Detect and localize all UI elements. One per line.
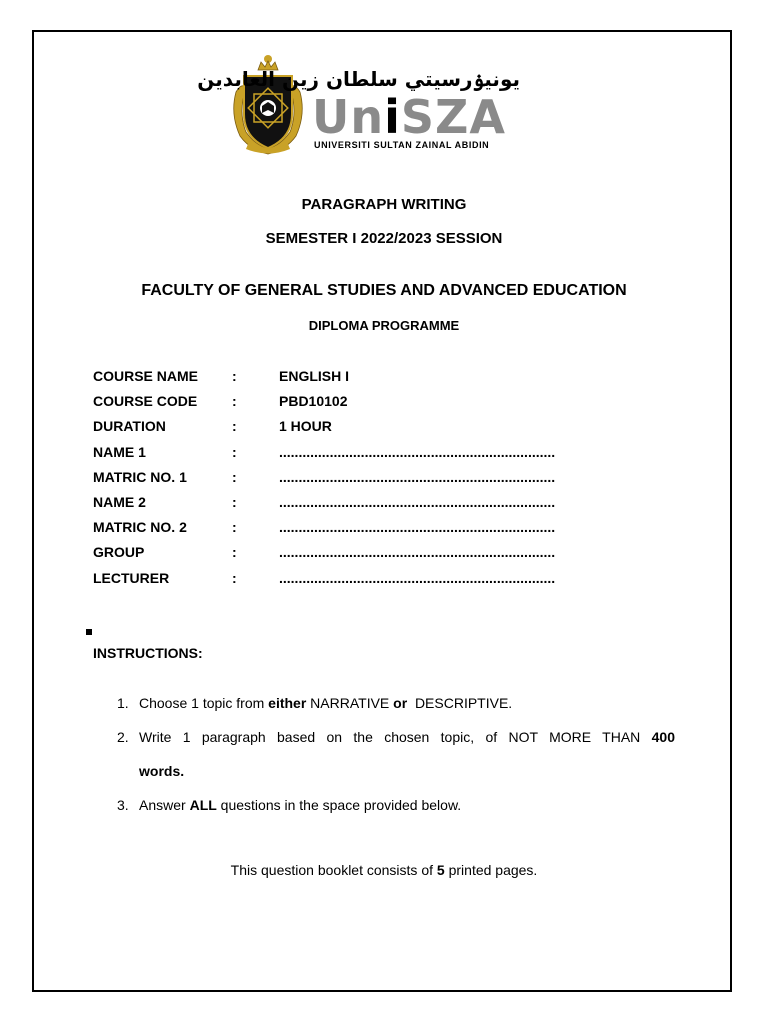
bullet-square-icon xyxy=(86,629,92,635)
field-label: COURSE CODE xyxy=(93,393,198,410)
page-count-note xyxy=(0,862,768,878)
item-text-line2: words. xyxy=(139,763,185,779)
item-text xyxy=(139,686,512,720)
page-border xyxy=(32,30,732,992)
text-part: printed pages. xyxy=(444,862,538,878)
item-text xyxy=(139,788,461,822)
text-bold: 400 xyxy=(651,729,675,745)
field-colon: : xyxy=(232,468,237,485)
field-label: MATRIC NO. 2 xyxy=(93,519,187,536)
field-label: MATRIC NO. 1 xyxy=(93,468,187,485)
text-bold: or xyxy=(393,695,408,711)
field-colon: : xyxy=(232,368,237,384)
university-name: UNIVERSITI SULTAN ZAINAL ABIDIN xyxy=(314,140,490,150)
field-colon: : xyxy=(232,418,237,435)
item-text xyxy=(139,720,675,754)
text-part: Answer xyxy=(139,797,190,813)
jawi-university-name: يونيۏرسيتي سلطان زين العابدين xyxy=(197,67,520,91)
text-bold: either xyxy=(268,695,307,711)
university-logo xyxy=(197,52,520,156)
wordmark-part1: Un xyxy=(312,90,385,144)
wordmark-part2: SZA xyxy=(400,90,506,144)
item-number: 2. xyxy=(117,729,129,745)
text-part: This question booklet consists of xyxy=(230,862,437,878)
instructions-heading: INSTRUCTIONS: xyxy=(93,645,203,661)
instruction-item-2 xyxy=(117,720,677,788)
faculty-title: FACULTY OF GENERAL STUDIES AND ADVANCED EDUCATION xyxy=(141,282,627,299)
document-title: PARAGRAPH WRITING xyxy=(301,196,467,213)
lecturer-blank[interactable]: ....................................................................... xyxy=(279,569,556,586)
text-part: questions in the space provided below. xyxy=(216,797,462,813)
matric-no-2-blank[interactable]: ....................................................................... xyxy=(279,519,556,536)
text-part: DESCRIPTIVE. xyxy=(407,695,513,711)
group-blank[interactable]: ....................................................................... xyxy=(279,544,556,561)
instruction-item-3 xyxy=(117,788,677,822)
field-label: COURSE NAME xyxy=(93,368,199,384)
item-number: 3. xyxy=(117,797,129,813)
session-title: SEMESTER I 2022/2023 SESSION xyxy=(265,230,503,247)
field-colon: : xyxy=(232,393,237,410)
field-label: NAME 2 xyxy=(93,493,146,510)
field-label: GROUP xyxy=(93,544,145,561)
field-label: NAME 1 xyxy=(93,443,146,460)
field-value: ENGLISH I xyxy=(279,368,350,384)
field-colon: : xyxy=(232,519,237,536)
field-colon: : xyxy=(232,544,237,561)
text-part: Choose 1 topic from xyxy=(139,695,269,711)
field-label: LECTURER xyxy=(93,569,170,586)
field-value: 1 HOUR xyxy=(279,418,332,435)
field-colon: : xyxy=(232,443,237,460)
field-value: PBD10102 xyxy=(279,393,348,410)
matric-no-1-blank[interactable]: ....................................................................... xyxy=(279,468,556,485)
text-bold: ALL xyxy=(189,797,217,813)
field-colon: : xyxy=(232,569,237,586)
field-colon: : xyxy=(232,493,237,510)
text-bold: 5 xyxy=(436,862,445,878)
instruction-item-1 xyxy=(117,686,677,720)
unisza-wordmark xyxy=(312,90,506,144)
name-2-blank[interactable]: ....................................................................... xyxy=(279,493,556,510)
text-part: NARRATIVE xyxy=(306,695,394,711)
wordmark-i: i xyxy=(384,90,401,144)
field-label: DURATION xyxy=(93,418,166,435)
name-1-blank[interactable]: ....................................................................... xyxy=(279,443,556,460)
programme-title: DIPLOMA PROGRAMME xyxy=(308,318,460,333)
text-part: Write 1 paragraph based on the chosen topic, of NOT MORE THAN xyxy=(139,729,652,745)
item-number: 1. xyxy=(117,695,129,711)
